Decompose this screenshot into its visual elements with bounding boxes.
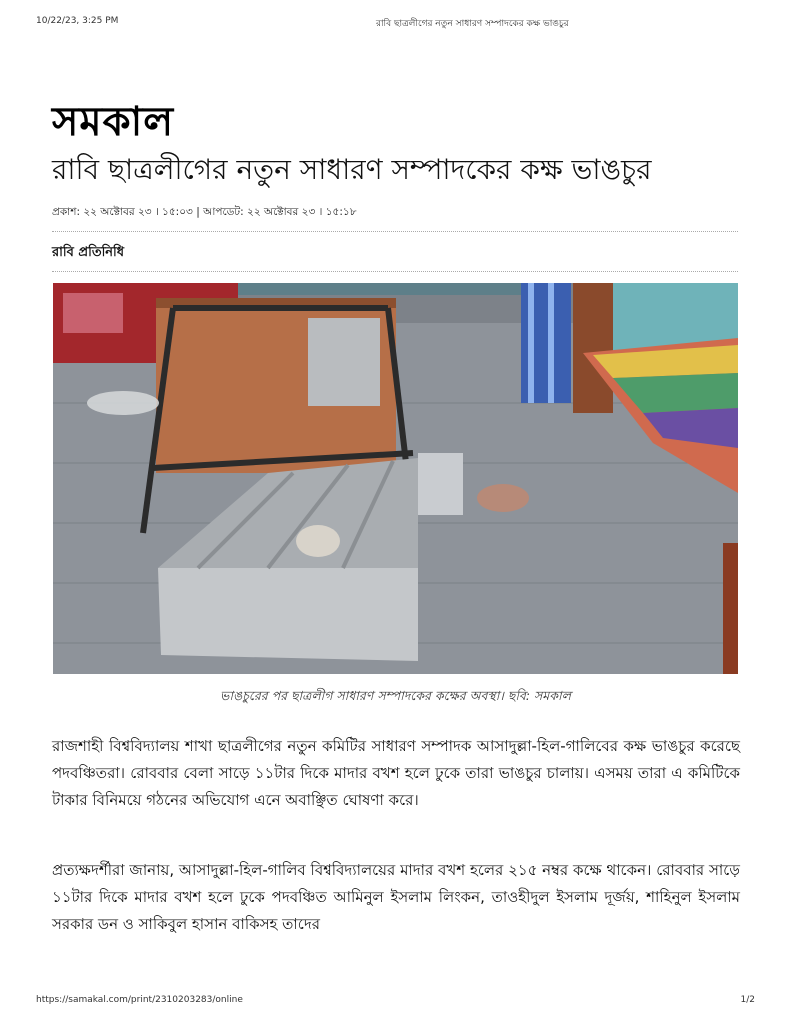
byline: রাবি প্রতিনিধি [52,245,125,260]
print-header [36,16,755,30]
vandalized-room-photo [53,283,738,674]
article-paragraph: রাজশাহী বিশ্ববিদ্যালয় শাখা ছাত্রলীগের নতুন কমিটির সাধারণ সম্পাদক আসাদুল্লা-হিল-গালিবের কক্ষ ভাঙচুর করেছে পদবঞ্চিতরা। রোববার বেলা সাড়ে ১১টার দিকে মাদার বখশ হলে ঢুকে তারা ভাঙচুর চালায়। এসময় তারা এ কমিটিকে টাকার বিনিময়ে গঠনের অভিযোগ এনে অবাঞ্ছিত ঘোষণা করে। [52,737,740,809]
page-number: 1/2 [740,995,755,1005]
divider [52,231,738,232]
print-page-title: রাবি ছাত্রলীগের নতুন সাধারণ সম্পাদকের কক্ষ ভাঙচুর [376,19,569,29]
article-paragraph: প্রত্যক্ষদর্শীরা জানায়, আসাদুল্লা-হিল-গালিব বিশ্ববিদ্যালয়ের মাদার বখশ হলের ২১৫ নম্বর কক্ষে থাকেন। রোববার সাড়ে ১১টার দিকে মাদার বখশ হলে ঢুকে পদবঞ্চিত আমিনুল ইসলাম লিংকন, তাওহীদুল ইসলাম দূর্জয়, শাহিনুল ইসলাম সরকার ডন ও সাকিবুল হাসান বাকিসহ তাদের [52,861,740,933]
article-photo [53,283,738,674]
samakal-logo[interactable]: সমকাল [52,98,175,145]
print-timestamp: 10/22/23, 3:25 PM [36,16,119,26]
article-headline: রাবি ছাত্রলীগের নতুন সাধারণ সম্পাদকের কক্ষ ভাঙচুর [52,153,652,186]
divider [52,271,738,272]
print-url[interactable]: https://samakal.com/print/2310203283/online [36,995,243,1005]
print-footer [36,995,755,1009]
photo-caption: ভাঙচুরের পর ছাত্রলীগ সাধারণ সম্পাদকের কক্ষের অবস্থা। ছবি: সমকাল [220,688,571,703]
publish-meta: প্রকাশ: ২২ অক্টোবর ২৩ । ১৫:০৩ | আপডেট: ২২ অক্টোবর ২৩ । ১৫:১৮ [52,206,357,218]
